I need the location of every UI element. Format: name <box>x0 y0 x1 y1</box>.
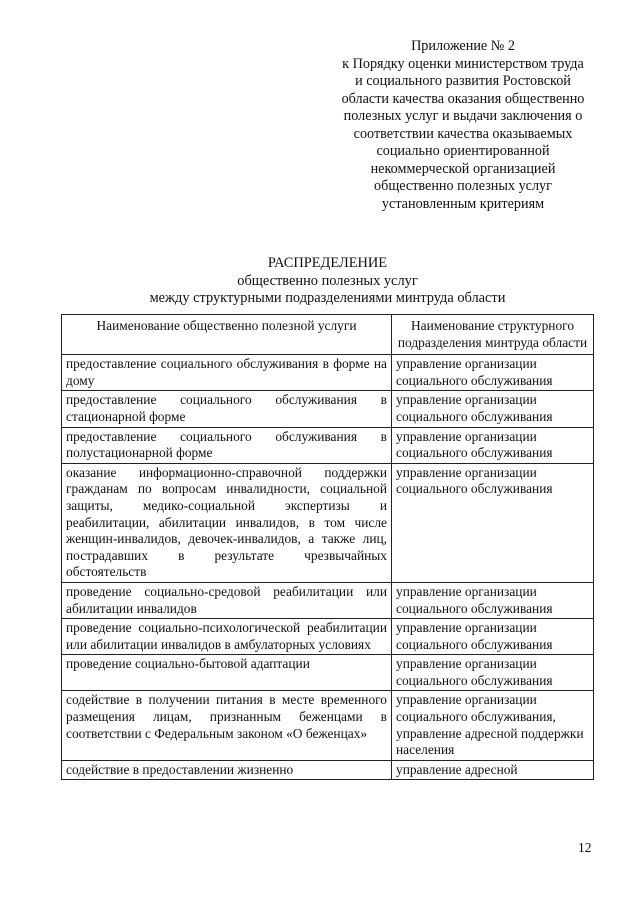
service-cell: содействие в предоставлении жизненно <box>62 760 392 780</box>
title-line-2: общественно полезных услуг <box>237 272 418 289</box>
department-cell: управление организации социального обслуживания <box>392 619 594 655</box>
service-cell: проведение социально-психологической реабилитации или абилитации инвалидов в амбулаторных условиях <box>62 619 392 655</box>
department-cell: управление организации социального обслуживания <box>392 427 594 463</box>
department-cell: управление адресной <box>392 760 594 780</box>
department-cell: управление организации социального обслуживания <box>392 355 594 391</box>
service-cell: предоставление социального обслуживания в полустационарной форме <box>62 427 392 463</box>
service-cell: предоставление социального обслуживания в форме на дому <box>62 355 392 391</box>
document-title <box>60 255 595 308</box>
appendix-line: социально ориентированной <box>376 143 550 159</box>
page-number: 12 <box>578 840 592 855</box>
table-row <box>62 582 594 618</box>
table-row <box>62 391 594 427</box>
distribution-table <box>61 314 594 780</box>
department-cell: управление организации социального обслуживания <box>392 391 594 427</box>
appendix-line: к Порядку оценки министерством труда <box>342 55 584 72</box>
table-row <box>62 760 594 780</box>
department-cell: управление организации социального обслуживания, управление адресной поддержки населения <box>392 691 594 760</box>
department-cell: управление организации социального обслуживания <box>392 655 594 691</box>
appendix-line: полезных услуг и выдачи заключения о <box>343 108 583 124</box>
appendix-line: Приложение № 2 <box>411 38 515 54</box>
header-service-name: Наименование общественно полезной услуги <box>62 315 392 355</box>
appendix-line: области качества оказания общественно <box>341 90 585 107</box>
department-cell: управление организации социального обслуживания <box>392 463 594 582</box>
department-cell: управление организации социального обслуживания <box>392 582 594 618</box>
table-row <box>62 655 594 691</box>
appendix-reference <box>318 38 608 213</box>
table-row <box>62 463 594 582</box>
title-main: РАСПРЕДЕЛЕНИЕ <box>267 255 388 271</box>
service-cell: предоставление социального обслуживания в стационарной форме <box>62 391 392 427</box>
table-row <box>62 619 594 655</box>
appendix-line: соответствии качества оказываемых <box>353 125 573 142</box>
service-cell: содействие в получении питания в месте временного размещения лицам, признанным беженцами в соответствии с Федеральным законом «О беженцах» <box>62 691 392 760</box>
service-cell: проведение социально-средовой реабилитации или абилитации инвалидов <box>62 582 392 618</box>
title-line-3: между структурными подразделениями минтруда области <box>149 290 506 306</box>
service-cell: оказание информационно-справочной поддержки гражданам по вопросам инвалидности, социальной защиты, медико-социальной экспертизы и реабилитации, абилитации инвалидов, в том числе женщин-инвалидов, девочек-инвалидов, а также лиц, пострадавших в результате чрезвычайных обстоятельств <box>62 463 392 582</box>
appendix-line: и социального развития Ростовской <box>355 73 571 89</box>
appendix-line: общественно полезных услуг <box>374 178 552 194</box>
appendix-line: установленным критериям <box>381 195 545 212</box>
appendix-line: некоммерческой организацией <box>370 160 556 177</box>
service-cell: проведение социально-бытовой адаптации <box>62 655 392 691</box>
table-row <box>62 691 594 760</box>
table-header-row <box>62 315 594 355</box>
table-row <box>62 427 594 463</box>
table-row <box>62 355 594 391</box>
header-department-name: Наименование структурного подразделения минтруда области <box>392 315 594 355</box>
